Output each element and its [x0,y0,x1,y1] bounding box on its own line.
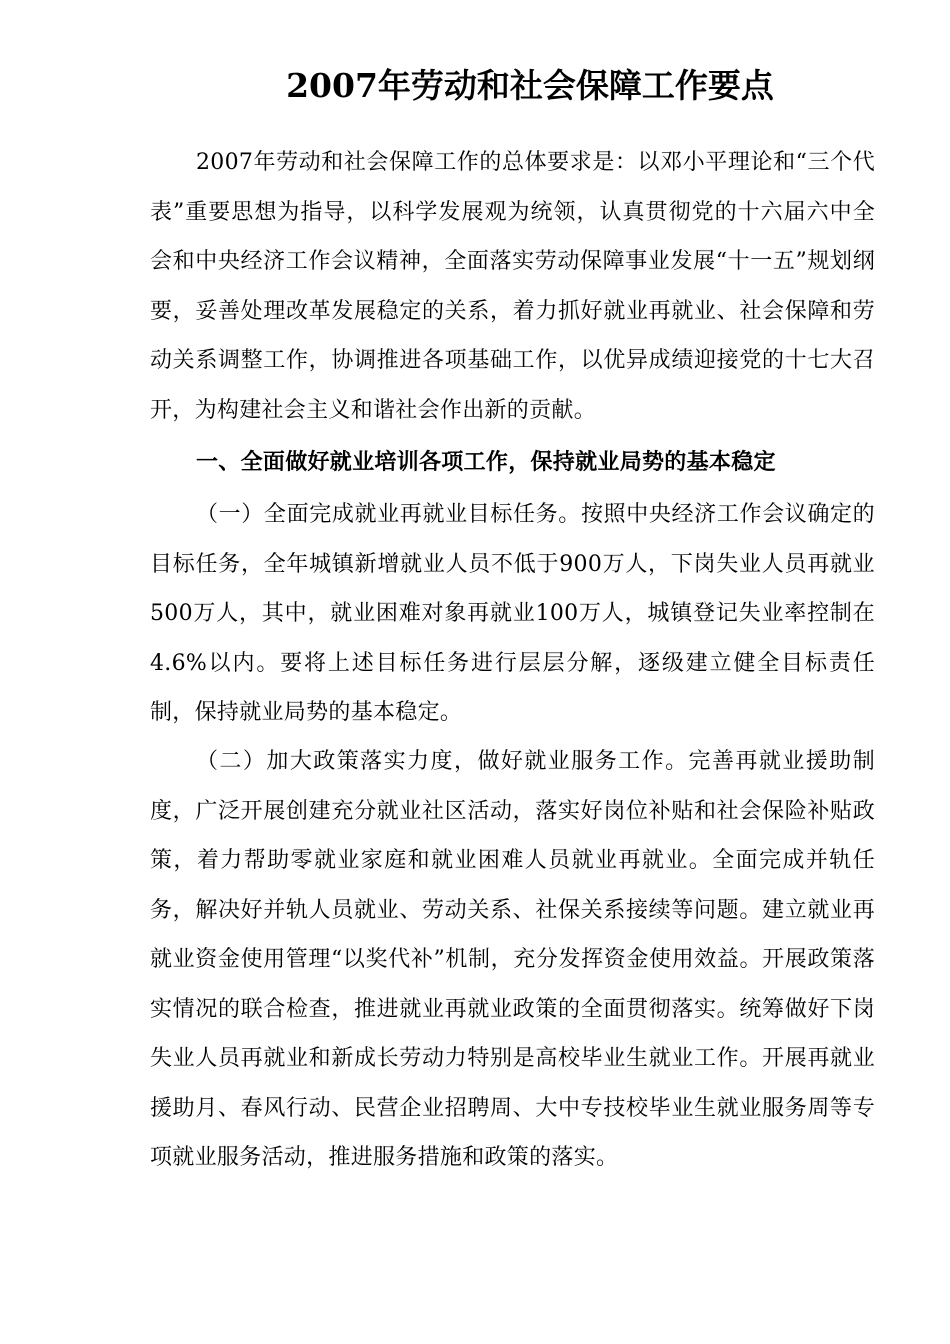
item-1-paragraph: （一）全面完成就业再就业目标任务。按照中央经济工作会议确定的目标任务，全年城镇新增就业人员不低于900万人，下岗失业人员再就业500万人，其中，就业困难对象再就业100万人，城镇登记失业率控制在4.6%以内。要将上述目标任务进行层层分解，逐级建立健全目标责任制，保持就业局势的基本稳定。 [150,502,875,725]
document-title: 2007年劳动和社会保障工作要点 [286,66,774,105]
intro-paragraph: 2007年劳动和社会保障工作的总体要求是：以邓小平理论和“三个代表”重要思想为指导，以科学发展观为统领，认真贯彻党的十六届六中全会和中央经济工作会议精神，全面落实劳动保障事业发展“十一五”规划纲要，妥善处理改革发展稳定的关系，着力抓好就业再就业、社会保障和劳动关系调整工作，协调推进各项基础工作，以优异成绩迎接党的十七大召开，为构建社会主义和谐社会作出新的贡献。 [150,150,875,423]
item-2-paragraph: （二）加大政策落实力度，做好就业服务工作。完善再就业援助制度，广泛开展创建充分就业社区活动，落实好岗位补贴和社会保险补贴政策，着力帮助零就业家庭和就业困难人员就业再就业。全面完成并轨任务，解决好并轨人员就业、劳动关系、社保关系接续等问题。建立就业再就业资金使用管理“以奖代补”机制，充分发挥资金使用效益。开展政策落实情况的联合检查，推进就业再就业政策的全面贯彻落实。统筹做好下岗失业人员再就业和新成长劳动力特别是高校毕业生就业工作。开展再就业援助月、春风行动、民营企业招聘周、大中专技校毕业生就业服务周等专项就业服务活动，推进服务措施和政策的落实。 [150,749,875,1170]
section-heading: 一、全面做好就业培训各项工作，保持就业局势的基本稳定 [196,449,776,475]
section-1-heading-block [150,438,875,488]
intro-block [150,138,875,435]
section-1-item-2-block [150,737,875,1183]
section-1-item-1-block [150,490,875,738]
